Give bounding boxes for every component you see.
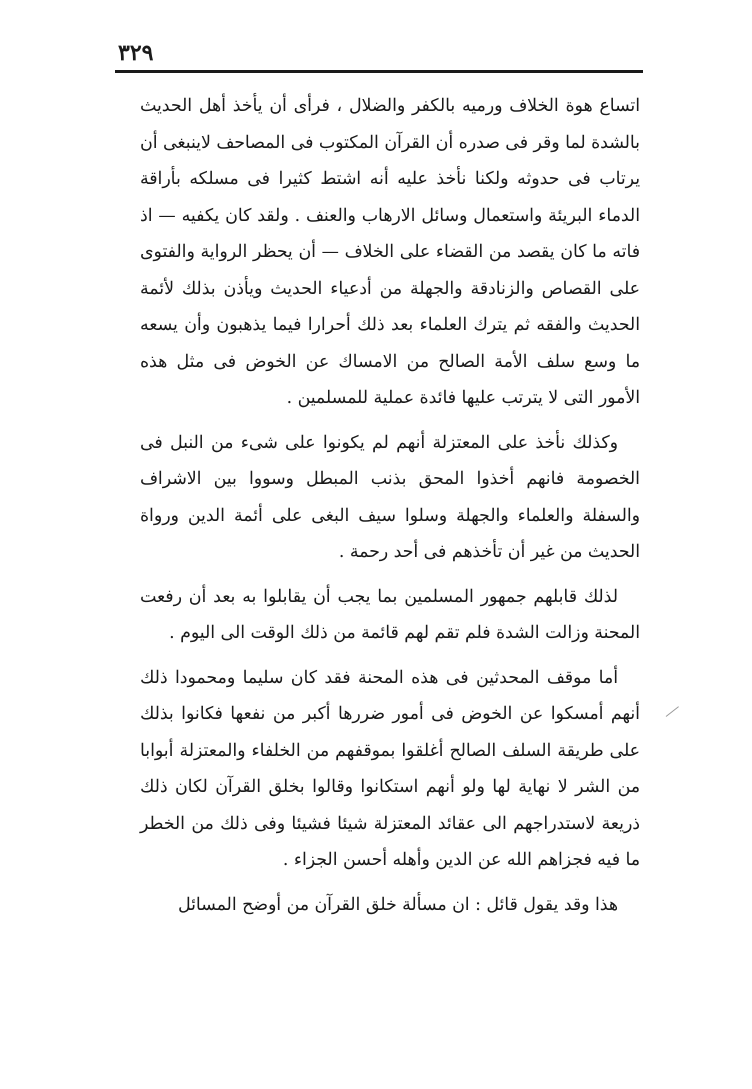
paragraph: لذلك قابلهم جمهور المسلمين بما يجب أن يقابلوا به بعد أن رفعت المحنة وزالت الشدة فلم تقم لهم قائمة من ذلك الوقت الى اليوم . xyxy=(140,586,640,643)
paragraph: هذا وقد يقول قائل : ان مسألة خلق القرآن من أوضح المسائل xyxy=(177,894,618,915)
paragraph: أما موقف المحدثين فى هذه المحنة فقد كان سليما ومحمودا ذلك أنهم أمسكوا عن الخوض فى أمور ضررها أكبر من نفعها فكانوا بذلك على طريقة السلف الصالح أغلقوا بموقفهم من الخلفاء والمعتزلة أبوابا من الشر لا نهاية لها ولو أنهم استكانوا وقالوا بخلق القرآن لكان ذلك ذريعة لاستدراجهم الى عقائد المعتزلة شيئا فشيئا وفى ذلك من الخطر ما فيه فجزاهم الله عن الدين وأهله أحسن الجزاء . xyxy=(140,667,640,870)
paragraph: وكذلك نأخذ على المعتزلة أنهم لم يكونوا على شىء من النبل فى الخصومة فانهم أخذوا المحق بذنب المبطل وسووا بين الاشراف والسفلة والعلماء والجهلة وسلوا سيف البغى على أئمة الدين ورواة الحديث من غير أن تأخذهم فى أحد رحمة . xyxy=(140,432,640,562)
margin-mark xyxy=(666,706,679,717)
body-text xyxy=(140,88,640,923)
header-rule xyxy=(115,70,643,73)
paragraph: اتساع هوة الخلاف ورميه بالكفر والضلال ، فرأى أن يأخذ أهل الحديث بالشدة لما وقر فى صدره أن القرآن المكتوب فى المصاحف لاينبغى أن يرتاب فى حدوثه ولكنا نأخذ عليه أنه اشتط كثيرا فى مسلكه بأراقة الدماء البريئة واستعمال وسائل الارهاب والعنف . ولقد كان يكفيه — اذ فاته ما كان يقصد من القضاء على الخلاف — أن يحظر الرواية والفتوى على القصاص والزنادقة والجهلة من أدعياء الحديث ويأذن بذلك لأئمة الحديث والفقه ثم يترك العلماء بعد ذلك أحرارا فيما يذهبون وأن يسعه ما وسع سلف الأمة الصالح من الامساك عن الخوض فى مثل هذه الأمور التى لا يترتب عليها فائدة عملية للمسلمين . xyxy=(140,96,640,408)
page-number: ٣٢٩ xyxy=(118,40,154,66)
